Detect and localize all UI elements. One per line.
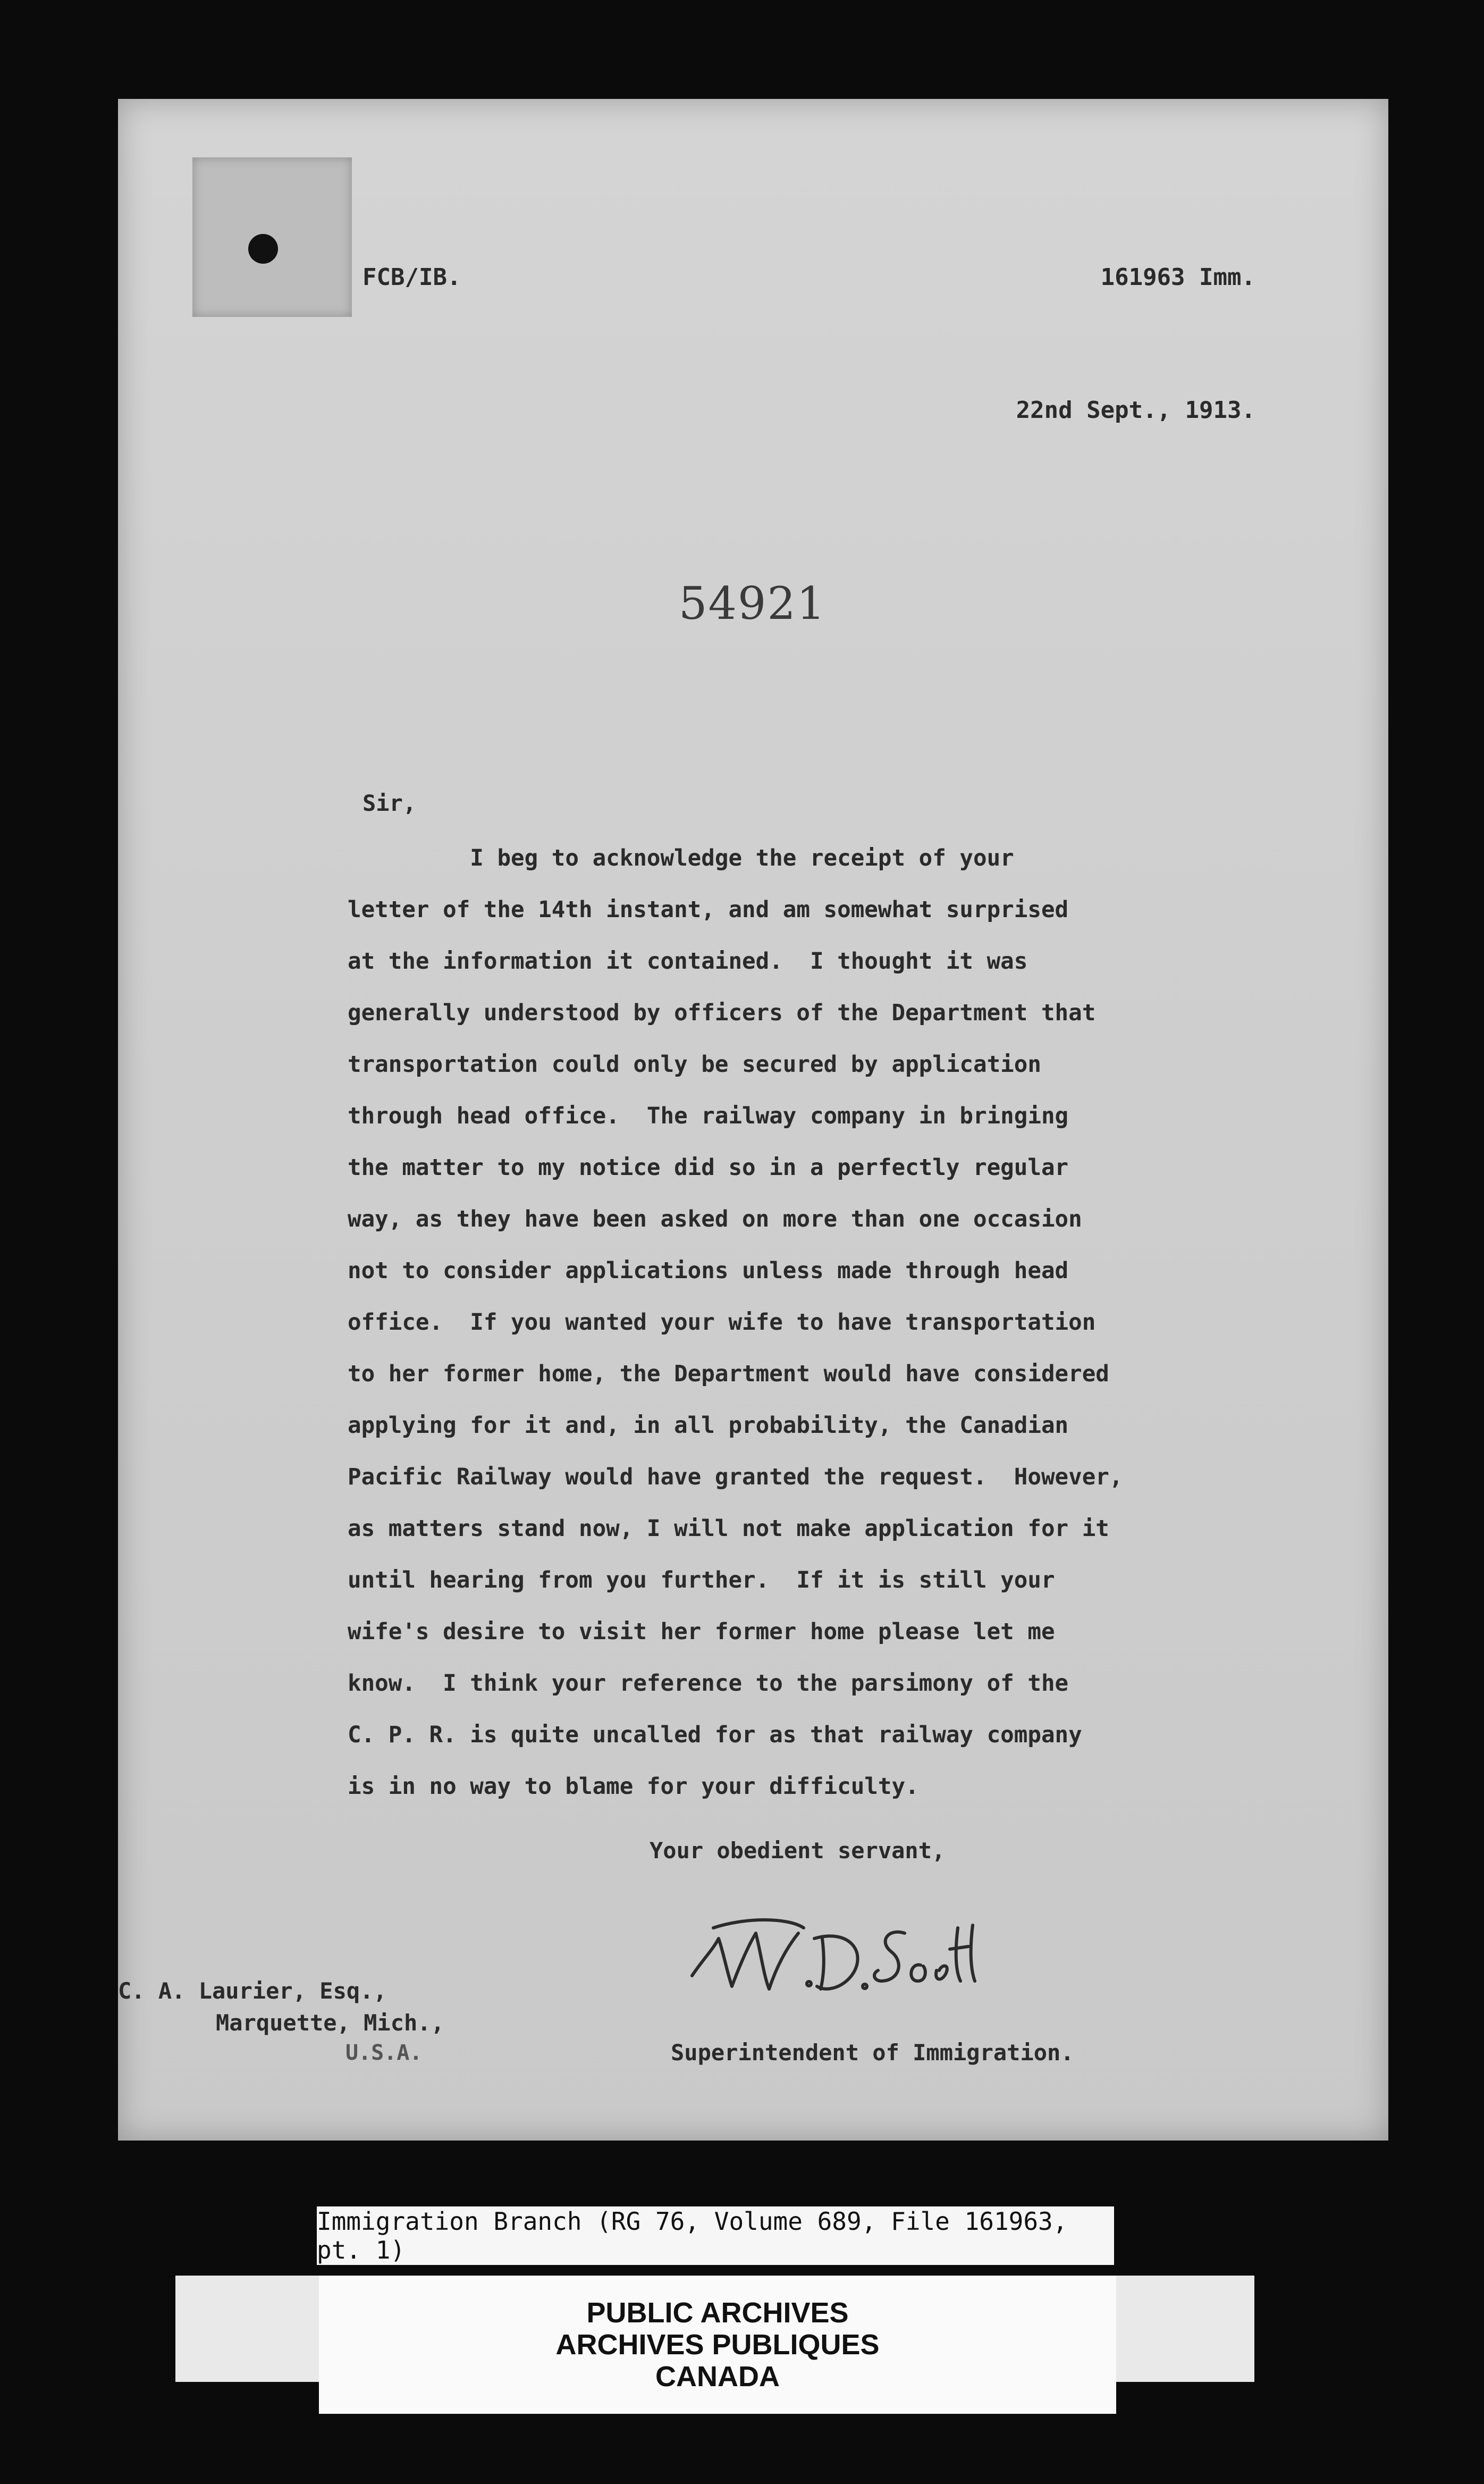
body-line: until hearing from you further. If it is still your	[348, 1567, 1055, 1593]
body-line: at the information it contained. I thought it was	[348, 949, 1028, 975]
recipient-country: U.S.A.	[345, 2041, 423, 2065]
body-line: transportation could only be secured by application	[348, 1052, 1041, 1078]
signer-title: Superintendent of Immigration.	[671, 2040, 1074, 2066]
letter-page	[118, 99, 1388, 2141]
body-line: as matters stand now, I will not make application for it	[348, 1516, 1109, 1542]
body-line: know. I think your reference to the parsimony of the	[348, 1671, 1069, 1697]
letter-body	[348, 833, 1384, 1812]
body-line: applying for it and, in all probability, the Canadian	[348, 1413, 1069, 1439]
archives-line-1: PUBLIC ARCHIVES	[586, 2297, 849, 2329]
archives-line-3: CANADA	[655, 2361, 780, 2393]
signature-image	[681, 1896, 979, 2024]
body-line: the matter to my notice did so in a perfectly regular	[348, 1155, 1069, 1181]
archives-line-2: ARCHIVES PUBLIQUES	[555, 2329, 880, 2361]
body-line: wife's desire to visit her former home please let me	[348, 1619, 1055, 1645]
body-line: office. If you wanted your wife to have transportation	[348, 1310, 1096, 1336]
stamp-number: 54921	[679, 577, 827, 630]
salutation: Sir,	[362, 790, 417, 816]
body-line: not to consider applications unless made through head	[348, 1258, 1069, 1284]
closing: Your obedient servant,	[650, 1837, 946, 1864]
body-line: I beg to acknowledge the receipt of your	[348, 845, 1014, 871]
recipient-city: Marquette, Mich.,	[216, 2010, 444, 2036]
body-line: Pacific Railway would have granted the request. However,	[348, 1464, 1123, 1490]
letter-date: 22nd Sept., 1913.	[1016, 397, 1255, 424]
body-line: way, as they have been asked on more than one occasion	[348, 1206, 1082, 1232]
body-line: C. P. R. is quite uncalled for as that railway company	[348, 1722, 1082, 1748]
archive-caption: Immigration Branch (RG 76, Volume 689, File 161963, pt. 1)	[317, 2206, 1114, 2265]
body-line: generally understood by officers of the Department that	[348, 1000, 1096, 1026]
archives-label-strip	[175, 2276, 1254, 2393]
file-reference-left: FCB/IB.	[362, 264, 461, 291]
archives-label	[319, 2276, 1116, 2414]
punch-hole	[248, 234, 278, 264]
body-line: through head office. The railway company in bringing	[348, 1103, 1069, 1129]
body-line: letter of the 14th instant, and am somewhat surprised	[348, 897, 1069, 923]
body-line: to her former home, the Department would have considered	[348, 1361, 1109, 1387]
body-line: is in no way to blame for your difficulty.	[348, 1774, 919, 1800]
recipient-name: C. A. Laurier, Esq.,	[118, 1978, 387, 2004]
file-reference-right: 161963 Imm.	[1100, 264, 1255, 291]
